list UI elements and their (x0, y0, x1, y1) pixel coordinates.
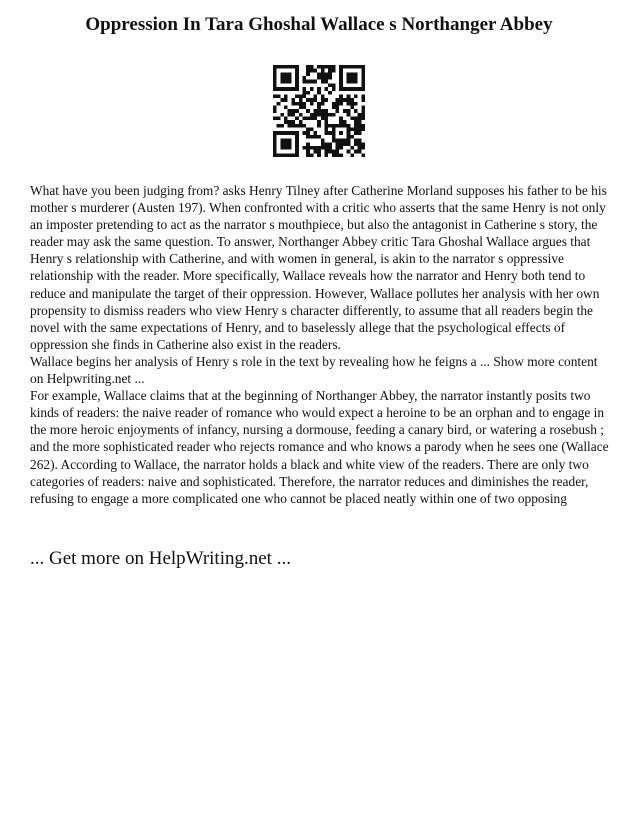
qr-code-graphic (273, 65, 365, 157)
paragraph-teaser: Wallace begins her analysis of Henry s role in the text by revealing how he feigns a ... Show more content on Helpwriting.net ... (30, 353, 598, 387)
get-more-link[interactable]: ... Get more on HelpWriting.net ... (30, 548, 291, 569)
paragraph-intro: What have you been judging from? asks Henry Tilney after Catherine Morland supposes his father to be his mother s murderer (Austen 197). When confronted with a critic who asserts that the same Henry is not only an imposter pretending to act as the narrator s mouthpiece, but also the antagonist in Catherine s story, the reader may ask the same question. To answer, Northanger Abbey critic Tara Ghoshal Wallace argues that Henry s relationship with Catherine, and with women in general, is akin to the narrator s oppressive relationship with the reader. More specifically, Wallace reveals how the narrator and Henry both tend to reduce and manipulate the target of their oppression. However, Wallace pollutes her analysis with her own propensity to dismiss readers who view Henry s character differently, to assume that all readers begin the novel with the same expectations of Henry, and to baselessly allege that the psychological effects of oppression she finds in Catherine also exist in the readers. (30, 183, 607, 352)
qr-code-icon (273, 65, 365, 157)
document-title: Oppression In Tara Ghoshal Wallace s Northanger Abbey (85, 14, 553, 35)
paragraph-example: For example, Wallace claims that at the beginning of Northanger Abbey, the narrator instantly posits two kinds of readers: the naive reader of romance who would expect a heroine to be an orphan and to engage in the more heroic enjoyments of infancy, nursing a dormouse, feeding a canary bird, or watering a rosebush ; and the more sophisticated reader who rejects romance and who knows a parody when he sees one (Wallace 262). According to Wallace, the narrator holds a black and white view of the readers. There are only two categories of readers: naive and sophisticated. Therefore, the narrator reduces and diminishes the reader, refusing to engage a more complicated one who cannot be placed neatly within one of two opposing (30, 388, 609, 506)
document-body (30, 182, 610, 507)
